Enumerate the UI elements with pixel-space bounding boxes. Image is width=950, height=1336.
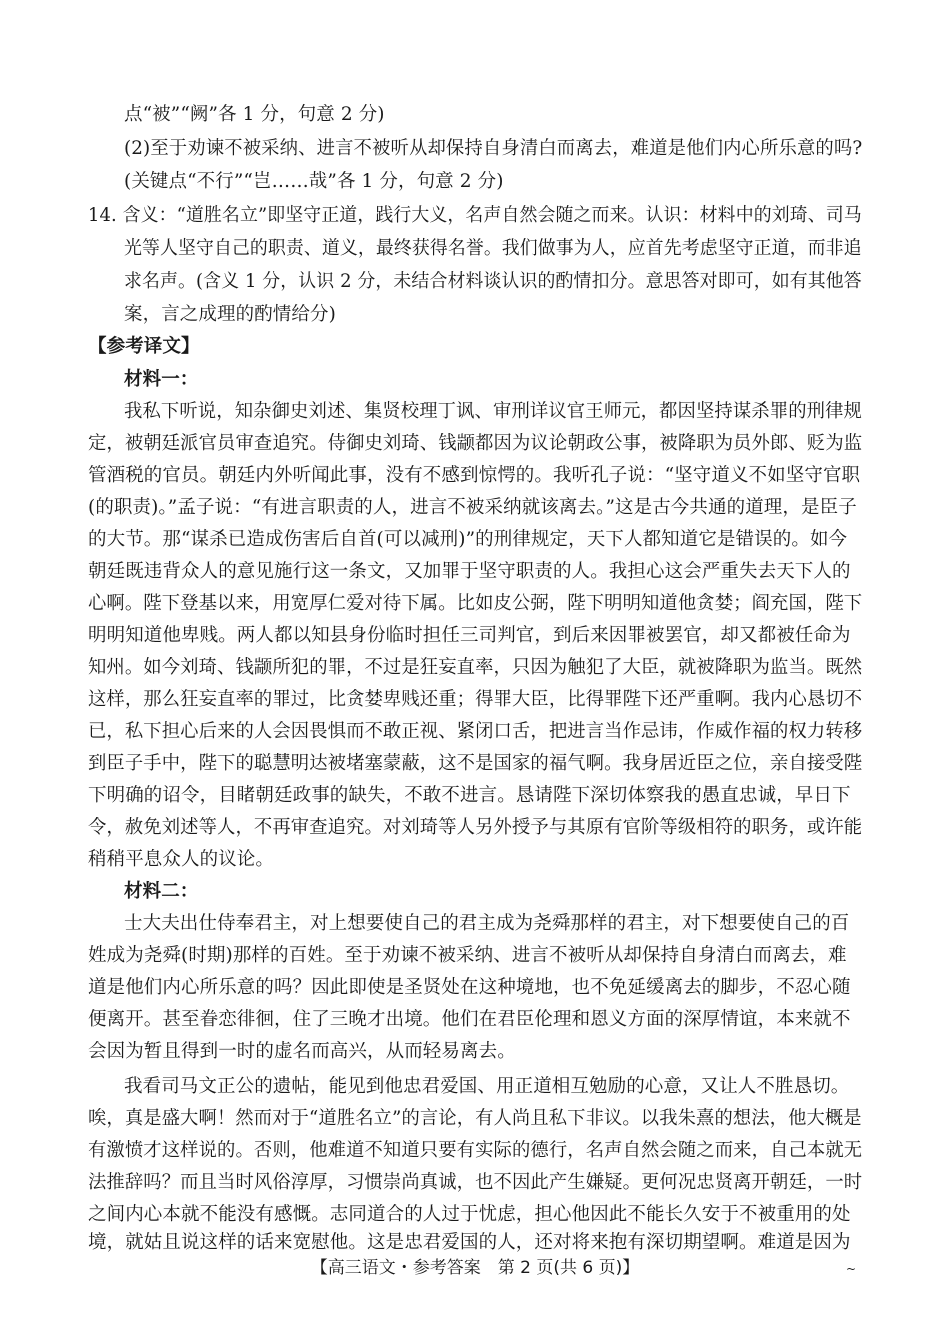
material-one-line: 已，私下担心后来的人会因畏惧而不敢正视、紧闭口舌，把进言当作忌讳，作威作福的权力转移 <box>88 721 863 742</box>
material-two-line: 道是他们内心所乐意的吗？因此即使是圣贤处在这种境地，也不免延缓离去的脚步，不忍心随 <box>88 977 851 998</box>
material-one-line: 朝廷既违背众人的意见施行这一条文，又加罪于坚守职责的人。我担心这会严重失去天下人的 <box>88 561 851 582</box>
answer-14-line-3: 求名声。(含义 1 分，认识 2 分，未结合材料谈认识的酌情扣分。意思答对即可，如有其他答 <box>124 271 862 292</box>
material-two-line: 之间内心本就不能没有感慨。志同道合的人过于忧虑，担心他因此不能长久安于不被重用的处 <box>88 1204 851 1225</box>
material-one-line: 这样，那么狂妄直率的罪过，比贪婪卑贱还重；得罪大臣，比得罪陛下还严重啊。我内心恳切不 <box>88 689 863 710</box>
answer-line-3: (关键点“不行”“岂……哉”各 1 分，句意 2 分) <box>124 171 504 192</box>
material-one-line: 的大节。那“谋杀已造成伤害后自首(可以减刑)”的刑律规定，天下人都知道它是错误的。如今 <box>88 529 848 550</box>
material-two-line: 士大夫出仕侍奉君主，对上想要使自己的君主成为尧舜那样的君主，对下想要使自己的百 <box>124 913 850 934</box>
material-one-line: 令，赦免刘述等人，不再审查追究。对刘琦等人另外授予与其原有官阶等级相符的职务，或许能 <box>88 817 863 838</box>
material-one-line: 管酒税的官员。朝廷内外听闻此事，没有不感到惊愕的。我听孔子说：“坚守道义不如坚守官职 <box>88 465 861 486</box>
material-two-line: 法推辞吗？而且当时风俗淳厚，习惯崇尚真诚，也不因此产生嫌疑。更何况忠贤离开朝廷，一时 <box>88 1172 863 1193</box>
material-two-line: 便离开。甚至眷恋徘徊，住了三晚才出境。他们在君臣伦理和恩义方面的深厚情谊，本来就不 <box>88 1009 851 1030</box>
material-one-line: 心啊。陛下登基以来，用宽厚仁爱对待下属。比如皮公弼，陛下明明知道他贪婪；阎充国，陛下 <box>88 593 863 614</box>
material-one-line: 明明知道他卑贱。两人都以知县身份临时担任三司判官，到后来因罪被罢官，却又都被任命为 <box>88 625 851 646</box>
answer-14-line-2: 光等人坚守自己的职责、道义，最终获得名誉。我们做事为人，应首先考虑坚守正道，而非追 <box>124 238 862 259</box>
material-one-line: 我私下听说，知杂御史刘述、集贤校理丁讽、审刑详议官王师元，都因坚持谋杀罪的刑律规 <box>124 401 863 422</box>
answer-14-line-1: 14. 含义：“道胜名立”即坚守正道，践行大义，名声自然会随之而来。认识：材料中的刘琦、司马 <box>88 205 862 226</box>
material-one-line: 到臣子手中，陛下的聪慧明达被堵塞蒙蔽，这不是国家的福气啊。我身居近臣之位，亲自接受陛 <box>88 753 863 774</box>
material-one-line: 知州。如今刘琦、钱颛所犯的罪，不过是狂妄直率，只因为触犯了大臣，就被降职为监当。既然 <box>88 657 863 678</box>
material-two-heading: 材料二： <box>124 881 199 902</box>
material-two-line: 境，就姑且说这样的话来宽慰他。这是忠君爱国的人，还对将来抱有深切期望啊。难道是因为 <box>88 1232 851 1253</box>
material-two-line: 我看司马文正公的遗帖，能见到他忠君爱国、用正道相互勉励的心意，又让人不胜恳切。 <box>124 1076 850 1097</box>
material-one-line: 定，被朝廷派官员审查追究。侍御史刘琦、钱颛都因为议论朝政公事，被降职为员外郎、贬为监 <box>88 433 863 454</box>
section-heading: 【参考译文】 <box>88 336 200 357</box>
material-two-line: 会因为暂且得到一时的虚名而高兴，从而轻易离去。 <box>88 1041 516 1062</box>
material-one-heading: 材料一： <box>124 369 199 390</box>
material-one-line: (的职责)。”孟子说：“有进言职责的人，进言不被采纳就该离去。”这是古今共通的道理，是臣子 <box>88 497 857 518</box>
corner-mark: ~ <box>846 1262 857 1276</box>
answer-line-2: (2)至于劝谏不被采纳、进言不被听从却保持自身清白而离去，难道是他们内心所乐意的吗? <box>124 138 863 159</box>
material-one-line: 稍稍平息众人的议论。 <box>88 849 275 870</box>
answer-line-1: 点“被”“阙”各 1 分，句意 2 分) <box>124 104 385 125</box>
material-two-line: 唉，真是盛大啊！然而对于“道胜名立”的言论，有人尚且私下非议。以我朱熹的想法，他大概是 <box>88 1108 862 1129</box>
material-two-line: 姓成为尧舜(时期)那样的百姓。至于劝谏不被采纳、进言不被听从却保持自身清白而离去，难 <box>88 945 847 966</box>
page-footer: 【高三语文・参考答案 第 2 页(共 6 页)】 <box>310 1258 640 1278</box>
answer-14-line-4: 案，言之成理的酌情给分) <box>124 304 336 325</box>
material-one-line: 下明确的诏令，目睹朝廷政事的缺失，不敢不进言。恳请陛下深切体察我的愚直忠诚，早日下 <box>88 785 851 806</box>
material-two-line: 有激愤才这样说的。否则，他难道不知道只要有实际的德行，名声自然会随之而来，自己本就无 <box>88 1140 863 1161</box>
